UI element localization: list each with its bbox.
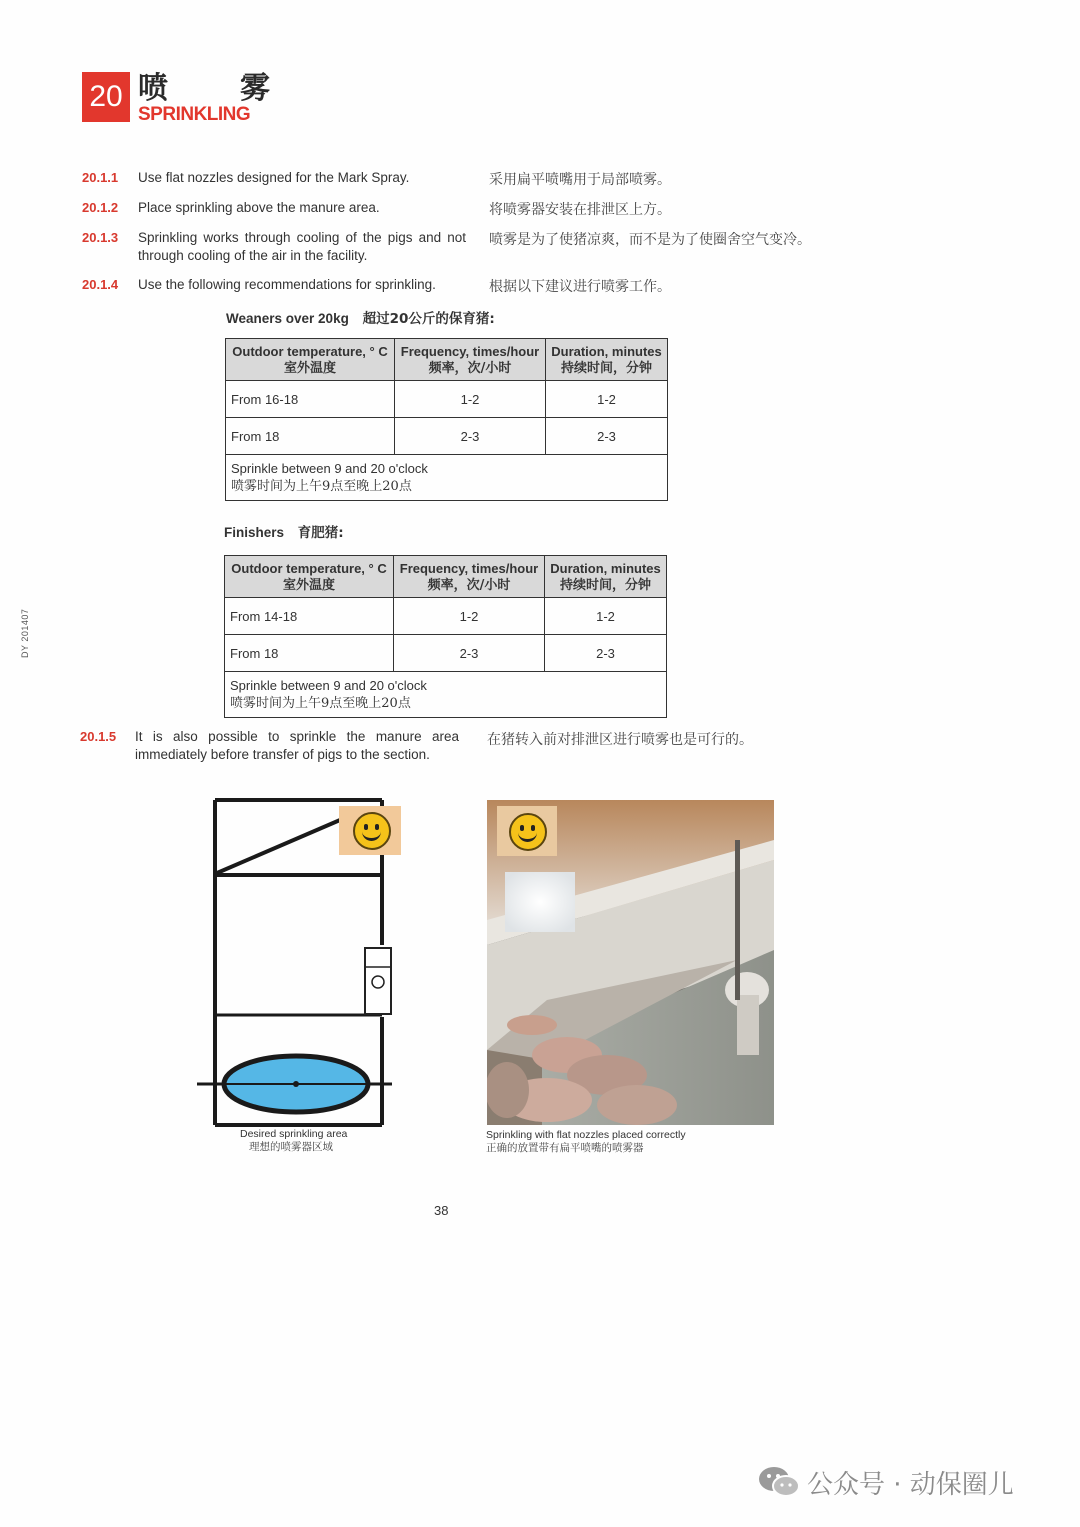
chapter-title-cn-char1: 喷: [138, 71, 168, 106]
header-cn: 室外温度: [282, 577, 335, 593]
smiley-icon: [353, 812, 391, 850]
cell-frequency: 1-2: [394, 598, 545, 635]
cell-temperature: From 14-18: [225, 598, 394, 635]
col-temperature-header: [226, 339, 395, 381]
watermark-text: 公众号 · 动保圈儿: [807, 1469, 1014, 1500]
cell-frequency: 2-3: [395, 418, 546, 455]
item-number: 20.1.2: [82, 200, 119, 215]
table-note: [226, 455, 668, 501]
col-duration-header: [546, 339, 668, 381]
item-text-cn: 采用扁平喷嘴用于局部喷雾。: [489, 172, 671, 188]
watermark: [757, 1462, 1014, 1502]
item-text-cn: 喷雾是为了使猪凉爽，而不是为了使圈舍空气变冷。: [489, 232, 811, 248]
table-row: [226, 381, 668, 418]
note-cn: 喷雾时间为上午9点至晚上20点: [230, 695, 411, 711]
header-en: Outdoor temperature, ° C: [231, 560, 387, 576]
side-code: DY 201407: [20, 608, 30, 658]
right-figure-caption-cn: 正确的放置带有扁平喷嘴的喷雾器: [486, 1142, 644, 1154]
col-frequency-header: [395, 339, 546, 381]
item-number: 20.1.3: [82, 230, 119, 245]
cell-duration: 1-2: [545, 598, 667, 635]
table-row: [225, 635, 667, 672]
note-en: Sprinkle between 9 and 20 o'clock: [231, 460, 428, 476]
cell-frequency: 2-3: [394, 635, 545, 672]
left-figure-caption-en: Desired sprinkling area: [240, 1128, 348, 1140]
header-cn: 频率，次/小时: [428, 360, 512, 376]
smiley-box: [497, 806, 557, 856]
header-cn: 室外温度: [283, 360, 336, 376]
header-en: Frequency, times/hour: [400, 343, 540, 359]
table-header-row: [225, 556, 667, 598]
item-text-en: Use flat nozzles designed for the Mark Spray.: [138, 170, 410, 185]
header-cn: 频率，次/小时: [427, 577, 511, 593]
table-row: [226, 418, 668, 455]
chapter-title-cn-char2: 雾: [240, 71, 270, 106]
item-text-en: Sprinkling works through cooling of the pigs and not through cooling of the air in the facility.: [138, 230, 466, 263]
note-cn: 喷雾时间为上午9点至晚上20点: [231, 478, 412, 494]
table-note: [225, 672, 667, 718]
header-cn: 持续时间，分钟: [559, 577, 651, 593]
chapter-title-en: SPRINKLING: [138, 104, 251, 125]
finishers-heading: [224, 521, 344, 541]
header-en: Duration, minutes: [550, 560, 661, 576]
finishers-heading-cn: 育肥猪:: [297, 525, 344, 541]
wechat-icon: [757, 1464, 801, 1500]
item-text-en: It is also possible to sprinkle the manure area immediately before transfer of pigs to the section.: [135, 729, 459, 762]
table-row: [225, 598, 667, 635]
col-frequency-header: [394, 556, 545, 598]
table-note-row: [226, 455, 668, 501]
header-en: Frequency, times/hour: [399, 560, 539, 576]
item-number: 20.1.4: [82, 277, 119, 292]
header-en: Outdoor temperature, ° C: [232, 343, 388, 359]
table-note-row: [225, 672, 667, 718]
cell-temperature: From 18: [225, 635, 394, 672]
smiley-box: [339, 806, 401, 855]
item-text-cn: 根据以下建议进行喷雾工作。: [489, 279, 671, 295]
cell-duration: 2-3: [546, 418, 668, 455]
weaners-heading-cn: 超过20公斤的保育猪:: [362, 311, 495, 327]
finishers-table: [224, 555, 667, 718]
table-header-row: [226, 339, 668, 381]
chapter-title-cn: [138, 72, 270, 106]
item-text-cn: 将喷雾器安装在排泄区上方。: [489, 202, 671, 218]
smiley-icon: [509, 813, 547, 851]
item-number: 20.1.5: [80, 729, 117, 744]
header-cn: 持续时间，分钟: [560, 360, 652, 376]
page-number: 38: [434, 1203, 449, 1218]
weaners-heading: [226, 307, 495, 327]
cell-duration: 1-2: [546, 381, 668, 418]
item-text-cn: 在猪转入前对排泄区进行喷雾也是可行的。: [487, 732, 753, 748]
chapter-number-box: 20: [82, 72, 130, 122]
item-text-en: Use the following recommendations for sprinkling.: [138, 277, 436, 292]
left-figure-caption-cn: 理想的喷雾器区域: [249, 1141, 333, 1153]
note-en: Sprinkle between 9 and 20 o'clock: [230, 677, 427, 693]
header-en: Duration, minutes: [551, 343, 662, 359]
right-figure-caption-en: Sprinkling with flat nozzles placed correctly: [486, 1129, 686, 1141]
finishers-heading-en: Finishers: [224, 525, 285, 540]
item-number: 20.1.1: [82, 170, 119, 185]
weaners-table: [225, 338, 668, 501]
weaners-heading-en: Weaners over 20kg: [226, 311, 349, 326]
cell-frequency: 1-2: [395, 381, 546, 418]
item-text-en: Place sprinkling above the manure area.: [138, 200, 380, 215]
col-temperature-header: [225, 556, 394, 598]
cell-temperature: From 18: [226, 418, 395, 455]
cell-temperature: From 16-18: [226, 381, 395, 418]
cell-duration: 2-3: [545, 635, 667, 672]
col-duration-header: [545, 556, 667, 598]
